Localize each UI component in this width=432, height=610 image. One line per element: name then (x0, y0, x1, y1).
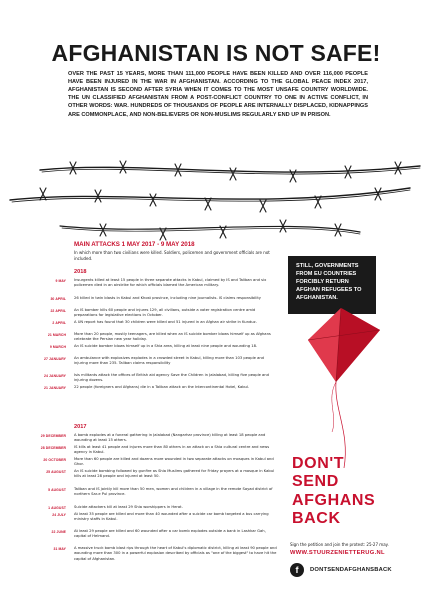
attack-date: 20 OCTOBER (43, 457, 66, 462)
slogan-line: SEND (292, 473, 339, 491)
attack-entry (14, 296, 279, 308)
attack-text: 26 killed in twin blasts in Kabul and Khost province, including nine journalists. IS claims responsibility (74, 296, 261, 300)
attacks-subtitle: In which more than two civilians were killed. Soldiers, policemen and government officials are not included. (74, 250, 270, 261)
attack-date: 24 JULY (52, 512, 66, 517)
attack-date: 22 JUNE (51, 529, 66, 534)
intro-paragraph: OVER THE PAST 15 YEARS, MORE THAN 111,000 PEOPLE HAVE BEEN KILLED AND OVER 116,000 PEOPLE HAVE BEEN INJURED IN THE WAR IN AFGHANISTAN. ACCORDING TO THE GLOBAL PEACE INDEX 2017, AFGHANISTAN IS SECOND AFTER SYRIA WHEN IT COMES TO THE MOST UNSAFE COUNTRY WORLDWIDE. THE UN CLASSIFIED AFGHANISTAN FROM A POST-CONFLICT COUNTRY TO ONE IN ACTIVE CONFLICT, IN OTHER WORDS: WAR. HUNDREDS OF THOUSANDS OF PEOPLE ARE INTERNALLY DISPLACED, KIDNAPPINGS ARE COMMONPLACE, AND NON-BELIEVERS OR NON-MUSLIMS REGULARLY END UP IN PRISON. (68, 71, 368, 118)
attack-text: Insurgents killed at least 15 people in three separate attacks in Kabul, claimed by IS and Taliban and six policemen died in an airstrike for which officials blamed the American military. (74, 278, 267, 288)
attack-entry (14, 320, 279, 332)
attack-text: Suicide attackers kill at least 29 Shia worshippers in Herat. (74, 505, 183, 509)
attack-date: 5 AUGUST (48, 487, 66, 492)
barbed-wire-illustration (0, 148, 432, 248)
callout-text: STILL, GOVERNMENTS FROM EU COUNTRIES FORCIBLY RETURN AFGHAN REFUGEES TO AFGHANISTAN. (296, 263, 362, 302)
attack-entry (14, 332, 279, 344)
attack-text: IS kills at least 41 people and injures more than 80 others in an attack on a Shia cultural centre and news agency in Kabul. (74, 445, 270, 455)
slogan (292, 455, 412, 529)
year-heading-2017: 2017 (74, 424, 87, 430)
year-heading-2018: 2018 (74, 269, 87, 275)
attack-date: 9 MARCH (49, 344, 66, 349)
attack-text: More than 60 people are killed and dozens more wounded in two separate attacks on mosques in Kabul and Ghor. (74, 457, 274, 467)
attack-text: More than 20 people, mostly teenagers, are killed when an IS suicide bomber blows himself up as Afghans celebrate the Persian new year holiday. (74, 332, 271, 342)
slogan-line: AFGHANS (292, 491, 376, 509)
facebook-icon: f (290, 563, 304, 577)
slogan-line: DON'T (292, 455, 345, 472)
attack-date: 2 APRIL (52, 320, 66, 325)
attack-text: An ambulance with explosives explodes in a crowded street in Kabul, killing more than 103 people and injuring more than 235. Taliban claims responsibility (74, 356, 265, 366)
attack-date: 30 APRIL (50, 296, 66, 301)
facebook-handle: DONTSENDAFGHANSBACK (310, 567, 392, 573)
attack-text: At least 29 people are killed and 60 wounded after a car bomb explodes outside a bank in Lashkar Gah, capital of Helmand. (74, 529, 266, 539)
attack-text: 22 people (foreigners and Afghans) die in a Taliban attack on the Intercontinental Hotel, Kabul. (74, 385, 250, 389)
attack-entry (14, 529, 279, 541)
attack-entry (14, 487, 279, 499)
website-link[interactable]: WWW.STUURZENIETTERUG.NL (290, 550, 385, 556)
attack-entry (14, 308, 279, 320)
attack-text: An IS suicide bomber blows himself up in a Shia area, killing at least nine people and wounding 18. (74, 344, 258, 348)
page-title: AFGHANISTAN IS NOT SAFE! (51, 40, 381, 66)
attack-entry (14, 356, 279, 368)
attack-date: 31 MAY (53, 546, 66, 551)
attack-text: A massive truck bomb blast rips through the heart of Kabul's diplomatic district, killing at least 90 people and wounding more than 300 in a powerful explosion described by officials as "one of the biggest" to have hit the capital of Afghanistan. (74, 546, 277, 561)
attack-text: A UN report has found that 30 children were killed and 51 injured in an Afghan air strike in Kunduz. (74, 320, 257, 324)
attack-text: An IS suicide bombing followed by gunfire as Shia Muslims gathered for Friday prayers at a mosque in Kabul kills at least 28 people and injured at least 50. (74, 469, 275, 479)
attack-date: 1 AUGUST (48, 505, 66, 510)
petition-text: Sign the petition and join the protest: 25-27 may. (290, 542, 389, 547)
attack-entry (14, 385, 279, 397)
attack-entry (14, 457, 279, 469)
attack-date: 21 MARCH (47, 332, 66, 337)
attack-entry (14, 373, 279, 385)
attack-entry (14, 278, 279, 290)
attack-text: Taliban and IS jointly kill more than 50 men, women and children in a village in the remote Sayad district of northern Sar-e Pul province. (74, 487, 273, 497)
attack-date: 21 JANUARY (44, 385, 66, 390)
attack-text: At least 35 people are killed and more than 40 wounded after a suicide car bomb targeted a bus carrying ministry staffs in Kabul. (74, 512, 269, 522)
attack-entry (14, 445, 279, 457)
attack-entry (14, 344, 279, 356)
attack-date: 22 APRIL (50, 308, 66, 313)
facebook-link[interactable] (290, 563, 420, 579)
attack-date: 25 AUGUST (46, 469, 66, 474)
attack-date: 28 DECEMBER (40, 445, 66, 450)
attack-entry (14, 433, 279, 445)
attack-date: 24 JANUARY (44, 373, 66, 378)
attacks-title: MAIN ATTACKS 1 MAY 2017 - 9 MAY 2018 (74, 241, 195, 248)
attack-text: An IS bomber kills 60 people and injures 129, all civilians, outside a voter registration centre amid preparations for legislative elections in October. (74, 308, 256, 318)
kite-illustration (296, 300, 406, 470)
attack-date: 29 DECEMBER (40, 433, 66, 438)
attack-date: 27 JANUARY (44, 356, 66, 361)
attack-text: Isis militants attack the offices of British aid agency Save the Children in Jalalabad, killing five people and injuring dozens. (74, 373, 269, 383)
attack-entry (14, 546, 279, 561)
attack-text: A bomb explodes at a funeral gathering in Jalalabad (Nangarhar province) killing at least 18 people and wounding at least 15 others. (74, 433, 266, 443)
slogan-line: BACK (292, 510, 341, 528)
attack-date: 9 MAY (55, 278, 66, 283)
attack-entry (14, 512, 279, 524)
attack-entry (14, 469, 279, 481)
